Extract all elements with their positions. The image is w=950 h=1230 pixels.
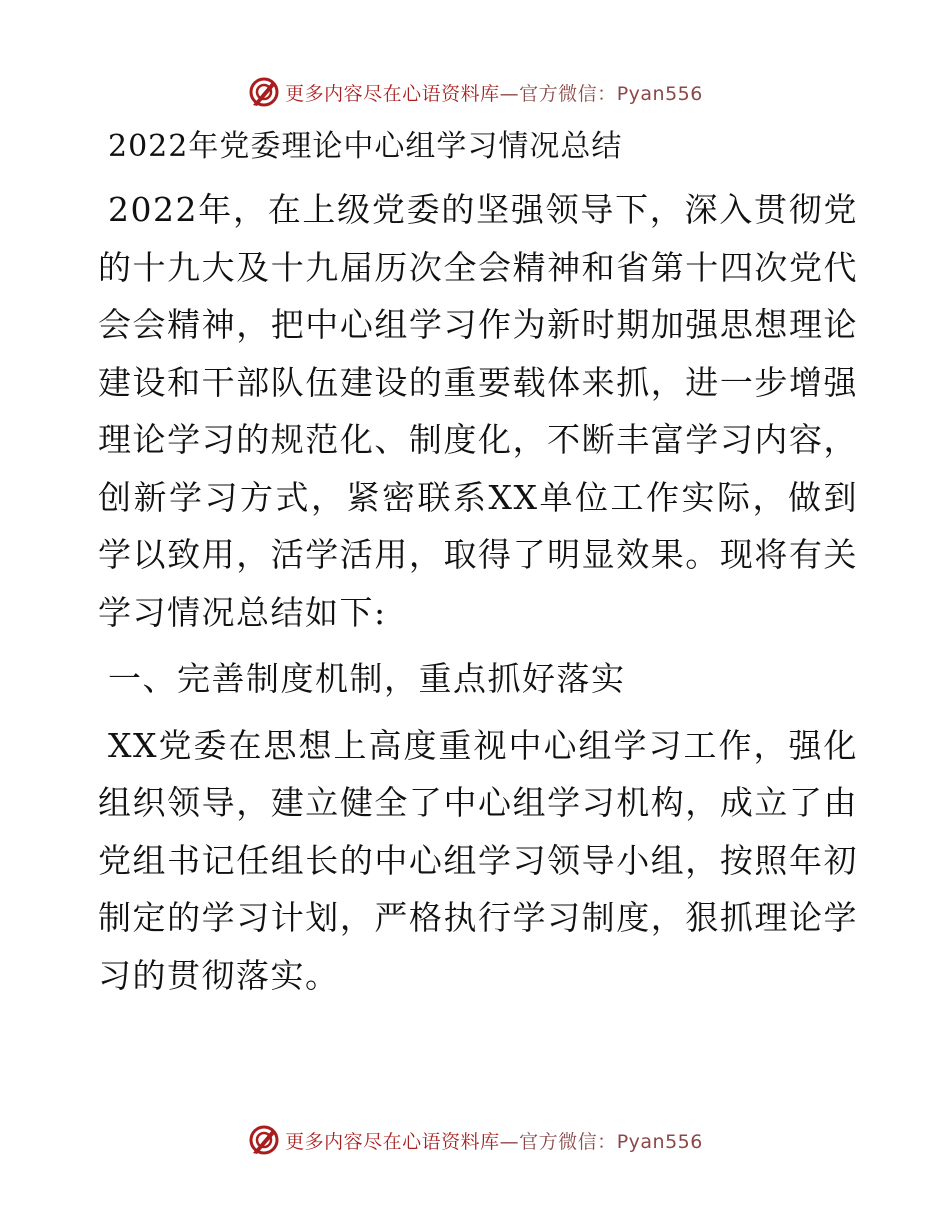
- document-title: 2022年党委理论中心组学习情况总结: [108, 129, 623, 164]
- section-paragraph: XX党委在思想上高度重视中心组学习工作，强化组织领导，建立健全了中心组学习机构，成立了由党组书记任组长的中心组学习领导小组，按照年初制定的学习计划，严格执行学习制度，狠抓理论学习的贯彻落实。: [98, 725, 858, 995]
- intro-paragraph: 2022年，在上级党委的坚强领导下，深入贯彻党的十九大及十九届历次全会精神和省第十四次党代会会精神，把中心组学习作为新时期加强思想理论建设和干部队伍建设的重要载体来抓，进一步增强理论学习的规范化、制度化，不断丰富学习内容，创新学习方式，紧密联系XX单位工作实际，做到学以致用，活学活用，取得了明显效果。现将有关学习情况总结如下:: [98, 190, 858, 632]
- quill-logo-icon: [247, 75, 281, 109]
- watermark-text: [285, 79, 703, 106]
- watermark-group: [247, 75, 703, 109]
- watermark-separator: —: [499, 1130, 520, 1153]
- watermark-brand: 更多内容尽在心语资料库: [285, 82, 500, 105]
- section-heading: 一、完善制度机制，重点抓好落实: [108, 659, 626, 698]
- watermark-wechat-id: Pyan556: [616, 1130, 703, 1153]
- watermark-wechat-label: 官方微信：: [519, 1130, 617, 1153]
- quill-logo-icon: [247, 1123, 281, 1157]
- watermark-text: [285, 1127, 703, 1154]
- footer-watermark: [0, 1120, 950, 1160]
- watermark-group: [247, 1123, 703, 1157]
- document-body: [98, 122, 858, 1013]
- watermark-wechat-id: Pyan556: [616, 82, 703, 105]
- watermark-wechat-label: 官方微信：: [519, 82, 617, 105]
- header-watermark: [0, 72, 950, 112]
- watermark-brand: 更多内容尽在心语资料库: [285, 1130, 500, 1153]
- watermark-separator: —: [499, 82, 520, 105]
